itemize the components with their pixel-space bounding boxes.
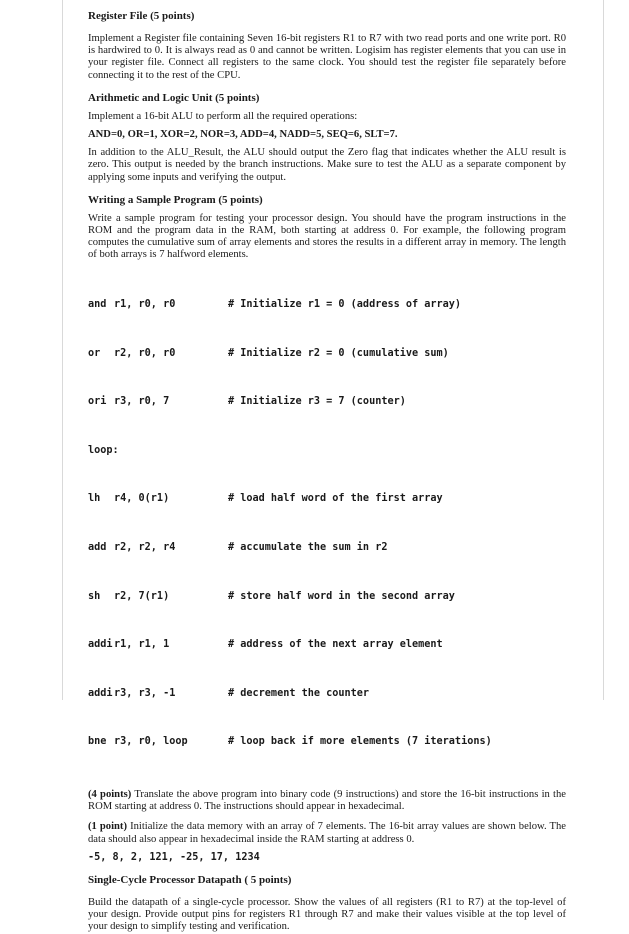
- sample-program-heading: Writing a Sample Program (5 points): [88, 193, 263, 206]
- register-file-heading: Register File (5 points): [88, 10, 195, 22]
- rom-translation-text: (4 points) Translate the above program into binary code (9 instructions) and store the 16-bit instructions in the ROM starting at address 0. The instructions should appear in hexadecimal.: [88, 788, 566, 813]
- alu-text: Implement a 16-bit ALU to perform all the required operations:: [88, 110, 358, 122]
- code-listing: [88, 265, 566, 783]
- array-values: -5, 8, 2, 121, -25, 17, 1234: [88, 851, 260, 863]
- code-line: lh r4, 0(r1) # load half word of the first array: [88, 493, 443, 505]
- code-line: and r1, r0, r0 # Initialize r1 = 0 (address of array): [88, 299, 462, 311]
- alu-heading: Arithmetic and Logic Unit (5 points): [88, 91, 260, 104]
- code-line: ori r3, r0, 7 # Initialize r3 = 7 (counter): [88, 396, 406, 408]
- document-content: [88, 10, 566, 934]
- sample-program-text: Write a sample program for testing your processor design. You should have the program instructions in the ROM and the program data in the RAM, both starting at address 0. For example, the following program computes the cumulative sum of array elements and stores the results in a different array in memory. The length of both arrays is 7 halfword elements.: [88, 212, 566, 261]
- code-label: loop:: [88, 444, 119, 456]
- code-line: sh r2, 7(r1) # store half word in the second array: [88, 590, 455, 602]
- datapath-heading: Single-Cycle Processor Datapath ( 5 points): [88, 874, 292, 886]
- document-page: [62, 0, 604, 933]
- alu-operations: AND=0, OR=1, XOR=2, NOR=3, ADD=4, NADD=5, SEQ=6, SLT=7.: [88, 129, 398, 141]
- code-line: add r2, r2, r4 # accumulate the sum in r2: [88, 542, 388, 554]
- code-line: addi r3, r3, -1 # decrement the counter: [88, 687, 370, 699]
- alu-zero-flag-text: In addition to the ALU_Result, the ALU should output the Zero flag that indicates whether the ALU result is zero. This output is needed by the branch instructions. Make sure to test the ALU as a separate component by applying some inputs and verifying the output.: [88, 147, 566, 183]
- code-line: or r2, r0, r0 # Initialize r2 = 0 (cumulative sum): [88, 347, 449, 359]
- register-file-text: Implement a Register file containing Seven 16-bit registers R1 to R7 with two read ports and one write port. R0 is hardwired to 0. It is always read as 0 and cannot be written. Logisim has register elements that you can use in your register file. Connect all registers to the same clock. You should test the register file separately before connecting it to the rest of the CPU.: [88, 33, 566, 81]
- code-line: addi r1, r1, 1 # address of the next array element: [88, 639, 443, 651]
- ram-init-text: (1 point) Initialize the data memory with an array of 7 elements. The 16-bit array values are shown below. The data should also appear in hexadecimal inside the RAM starting at address 0.: [88, 821, 566, 845]
- datapath-text: Build the datapath of a single-cycle processor. Show the values of all registers (R1 to R7) at the top-level of your design. Provide output pins for registers R1 through R7 and make their values visible at the top level of your design to simplify testing and verification.: [88, 897, 566, 933]
- code-line: bne r3, r0, loop # loop back if more elements (7 iterations): [88, 736, 492, 748]
